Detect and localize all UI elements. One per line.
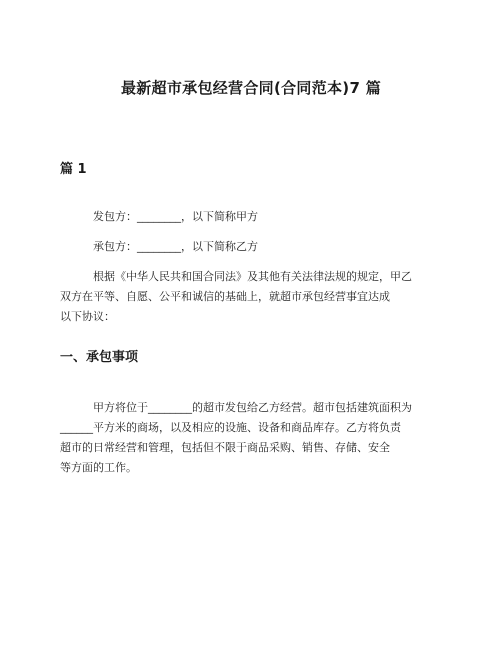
clause-line-2: [60, 418, 401, 438]
clause-line-4: 等方面的工作。: [60, 461, 137, 474]
clause-line-1-a: 甲方将位于: [93, 401, 148, 414]
section-heading: 篇 1: [60, 162, 87, 177]
clause-line-1-b: 的超市发包给乙方经营。超市包括建筑面积为: [192, 401, 412, 414]
clause-line-3: 超市的日常经营和管理，包括但不限于商品采购、销售、存储、安全: [60, 441, 390, 454]
party-a-line: [93, 207, 258, 227]
party-a-blank: ________: [137, 210, 181, 223]
party-b-suffix: ，以下简称乙方: [181, 240, 258, 253]
clause-heading: 一、承包事项: [60, 350, 139, 365]
party-b-line: [93, 237, 258, 257]
intro-line-3: 以下协议：: [60, 310, 115, 323]
party-b-label: 承包方：: [93, 240, 137, 253]
party-a-label: 发包方：: [93, 210, 137, 223]
location-blank: ________: [148, 401, 192, 414]
party-b-blank: ________: [137, 240, 181, 253]
area-blank: ______: [60, 421, 93, 434]
document-title: 最新超市承包经营合同(合同范本)7 篇: [120, 79, 382, 97]
clause-line-2-b: 平方米的商场，以及相应的设施、设备和商品库存。乙方将负责: [93, 421, 401, 434]
clause-line-1: [93, 398, 412, 418]
intro-line-2: 双方在平等、自愿、公平和诚信的基础上，就超市承包经营事宜达成: [60, 290, 390, 303]
party-a-suffix: ，以下简称甲方: [181, 210, 258, 223]
intro-line-1: 根据《中华人民共和国合同法》及其他有关法律法规的规定，甲乙: [93, 270, 412, 283]
